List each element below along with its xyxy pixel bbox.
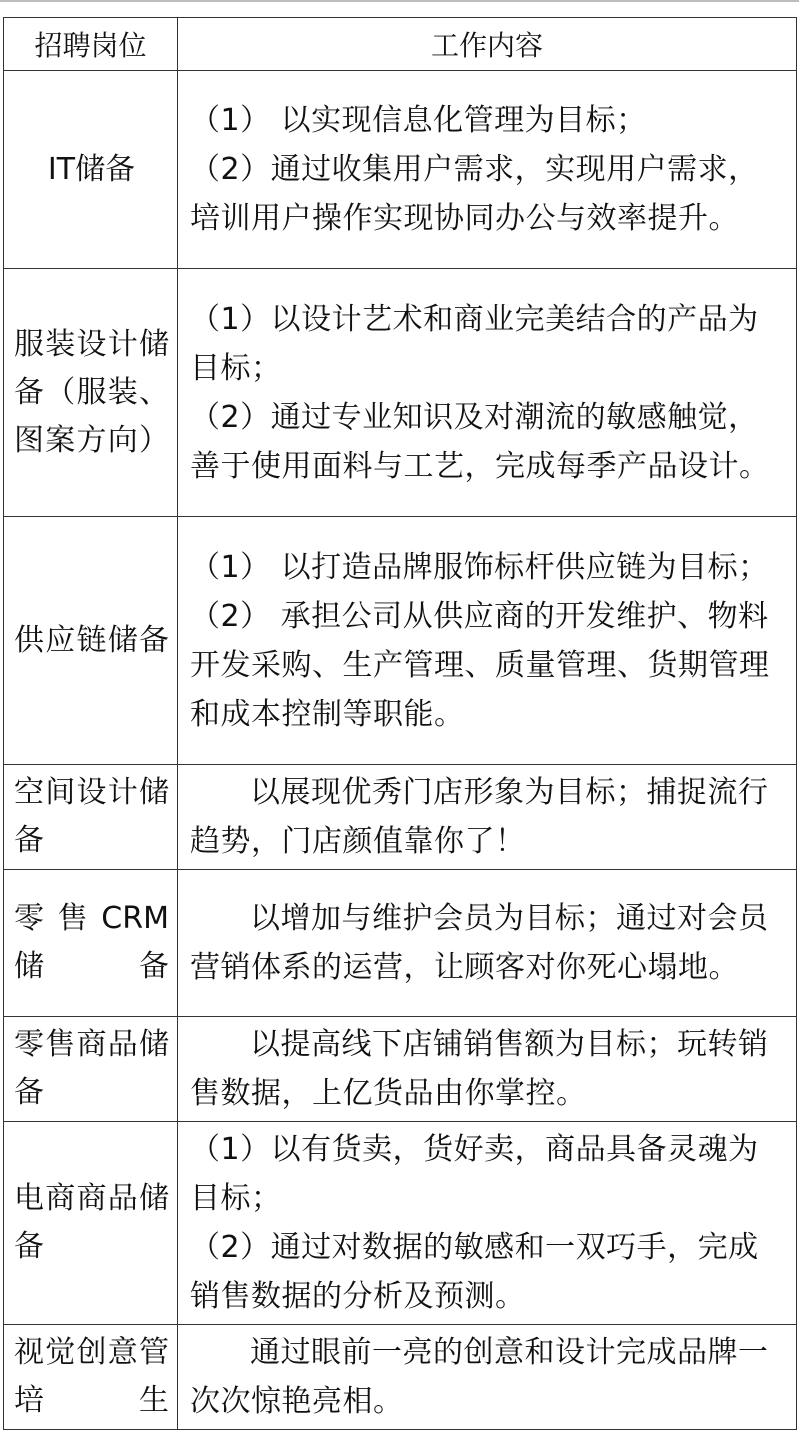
content-line: （2）通过对数据的敏感和一双巧手，完成销售数据的分析及预测。 [190, 1230, 759, 1314]
content-line: 以提高线下店铺销售额为目标；玩转销售数据，上亿货品由你掌控。 [190, 1027, 769, 1111]
header-content: 工作内容 [178, 18, 797, 71]
position-text: 零售CRM储备 [14, 901, 169, 984]
table-row [4, 1122, 797, 1325]
header-position: 招聘岗位 [4, 18, 178, 71]
position-cell [4, 765, 178, 870]
content-cell [178, 71, 797, 269]
table-row [4, 765, 797, 870]
position-text: 零售商品储备 [14, 1027, 169, 1110]
position-cell [4, 517, 178, 765]
content-cell [178, 1122, 797, 1325]
position-text: 电商商品储备 [14, 1181, 169, 1264]
position-cell [4, 870, 178, 1017]
table-row [4, 71, 797, 269]
table-row [4, 1017, 797, 1122]
content-line: （1）以有货卖，货好卖，商品具备灵魂为目标； [190, 1132, 759, 1216]
position-text: 供应链储备 [14, 622, 169, 658]
content-line: （1） 以打造品牌服饰标杆供应链为目标； [190, 549, 769, 585]
content-cell [178, 517, 797, 765]
position-cell [4, 1325, 178, 1430]
position-cell [4, 1017, 178, 1122]
position-cell [4, 269, 178, 517]
content-line: （1）以设计艺术和商业完美结合的产品为目标； [190, 301, 759, 386]
content-cell [178, 1325, 797, 1430]
recruitment-table [3, 17, 797, 1430]
table-row [4, 870, 797, 1017]
table-row [4, 269, 797, 517]
table-row [4, 1325, 797, 1430]
position-cell: IT储备 [4, 71, 178, 269]
table-row [4, 517, 797, 765]
position-text: 视觉创意管培生 [14, 1335, 169, 1418]
content-cell [178, 765, 797, 870]
content-cell [178, 870, 797, 1017]
top-divider [0, 0, 799, 2]
content-line: 通过眼前一亮的创意和设计完成品牌一次次惊艳亮相。 [190, 1335, 769, 1419]
position-text: 空间设计储备 [14, 775, 169, 858]
content-cell [178, 269, 797, 517]
content-line: 以展现优秀门店形象为目标；捕捉流行趋势，门店颜值靠你了！ [190, 775, 769, 859]
position-cell [4, 1122, 178, 1325]
content-cell [178, 1017, 797, 1122]
table-header-row [4, 18, 797, 71]
content-line: （1） 以实现信息化管理为目标； [190, 103, 647, 138]
content-line: （2）通过专业知识及对潮流的敏感触觉，善于使用面料与工艺，完成每季产品设计。 [190, 399, 770, 484]
content-line: （2）通过收集用户需求，实现用户需求，培训用户操作实现协同办公与效率提升。 [190, 152, 759, 236]
content-line: 以增加与维护会员为目标；通过对会员营销体系的运营，让顾客对你死心塌地。 [190, 901, 769, 985]
position-text: 服装设计储备（服装、图案方向） [14, 326, 169, 458]
content-line: （2） 承担公司从供应商的开发维护、物料开发采购、生产管理、质量管理、货期管理和成本控制等职能。 [190, 598, 770, 732]
